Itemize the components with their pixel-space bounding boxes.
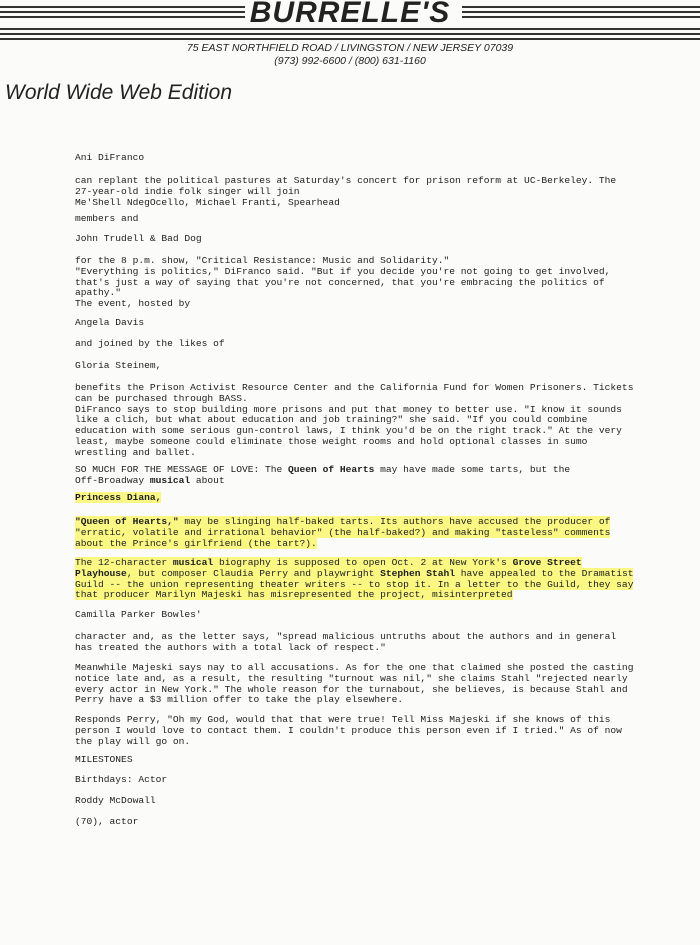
paragraph: Responds Perry, "Oh my God, would that that were true! Tell Miss Majeski if she knows of this person I would love to contact them. I couldn't produce this person even if I tried." As of now the play will go on. [75,714,622,747]
highlighted-text: "Queen of Hearts," [75,516,179,527]
paragraph: MILESTONES [75,754,133,765]
paragraph: The 12-character musical biography is supposed to open Oct. 2 at New York's Grove Street Playhouse, but composer Claudia Perry and playwright Stephen Stahl have appealed to the Dramatist Guild -- the union representing theater writers -- to stop it. In a letter to the Guild, they say that producer Marilyn Majeski has misrepresented the project, misinterpreted [75,557,634,601]
edition-title: World Wide Web Edition [5,81,233,104]
highlighted-text: may be slinging half-baked tarts. Its authors have accused the producer of "erratic, volatile and irrational behavior" (the half-baked?) and making "tasteless" comments about the Prince's girlfriend (the tart?). [75,516,611,549]
paragraph: character and, as the letter says, "spread malicious untruths about the authors and in general has treated the authors with a total lack of respect." [75,631,617,653]
phone-line: (973) 992-6600 / (800) 631-1160 [274,55,426,67]
address-line: 75 EAST NORTHFIELD ROAD / LIVINGSTON / NEW JERSEY 07039 [186,42,514,54]
paragraph: Ani DiFranco [75,152,145,163]
paragraph: Camilla Parker Bowles' [75,609,202,620]
paragraph: Roddy McDowall [75,795,156,806]
brand-logo: BURRELLE'S [249,0,451,29]
masthead-rule [0,33,700,35]
masthead-rule [0,38,700,40]
masthead [0,0,700,75]
paragraph: SO MUCH FOR THE MESSAGE OF LOVE: The Queen of Hearts may have made some tarts, but the Off-Broadway musical about [75,464,571,486]
paragraph: Meanwhile Majeski says nay to all accusations. As for the one that claimed she posted the casting notice late and, as a result, the resulting "turnout was nil," she claims Stahl "rejected nearly every actor in New York." The whole reason for the turnabout, she believes, is because Stahl and Perry have a $3 million offer to take the play elsewhere. [75,662,634,706]
highlighted-text: Princess Diana, [75,492,162,503]
paragraph: and joined by the likes of [75,338,225,349]
paragraph: (70), actor [75,816,139,827]
paragraph: can replant the political pastures at Saturday's concert for prison reform at UC-Berkeley. The 27-year-old indie folk singer will join Me'Shell NdegOcello, Michael Franti, Spearhead [75,175,617,208]
paragraph: members and [75,213,139,224]
paragraph: for the 8 p.m. show, "Critical Resistance: Music and Solidarity." "Everything is politics," DiFranco said. "But if you decide you're not going to get involved, that's just a way of saying that you're not concerned, that you're embracing the politics of apathy." The event, hosted by [75,255,611,310]
paragraph [75,517,635,549]
paragraph [75,493,635,504]
paragraph: Birthdays: Actor [75,774,168,785]
paragraph: Gloria Steinem, [75,360,162,371]
paragraph: Angela Davis [75,317,145,328]
paragraph: benefits the Prison Activist Resource Center and the California Fund for Women Prisoners. Tickets can be purchased through BASS. DiFranco says to stop building more prisons and put that money to better use. "I know it sounds like a clich, but what about education and job training?" she said. "If you could combine education with some serious gun-control laws, I think you'd be on the right track." At the very least, maybe someone could eliminate those weight rooms and hold optional classes in sumo wrestling and ballet. [75,382,634,458]
paragraph: John Trudell & Bad Dog [75,233,202,244]
